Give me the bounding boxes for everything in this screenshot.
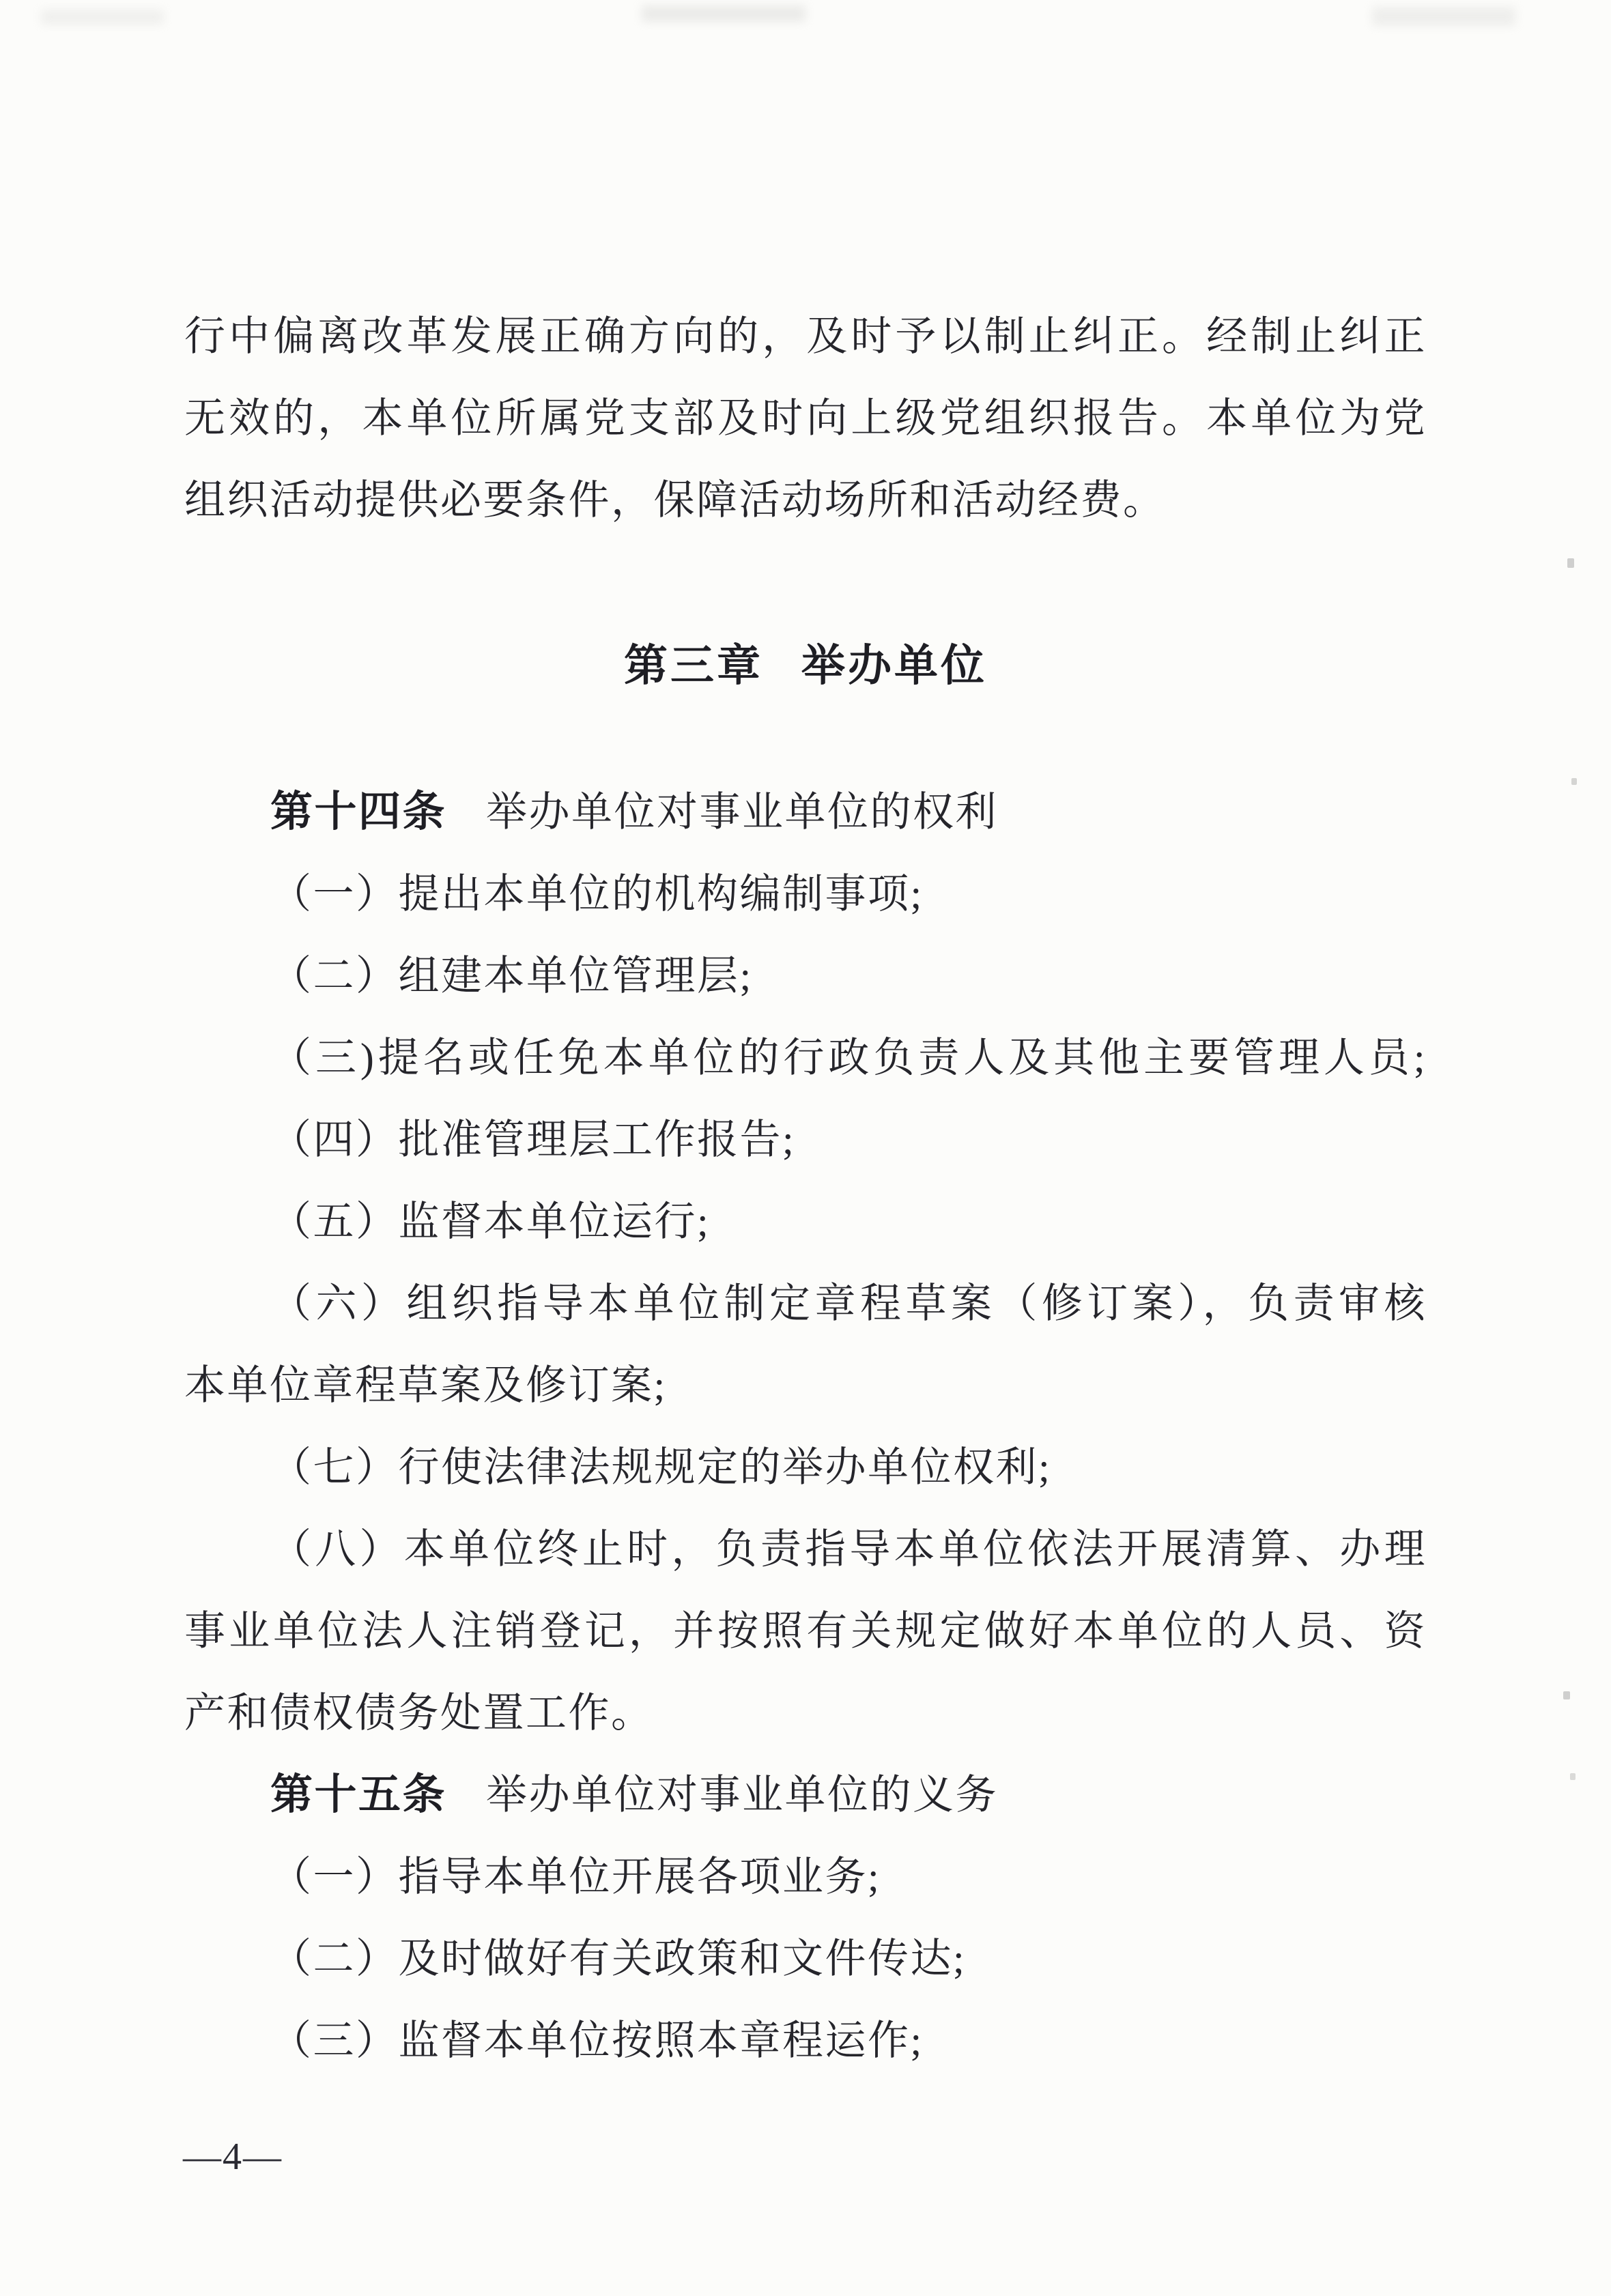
list-item-continuation: 产和债权债务处置工作。 bbox=[184, 1691, 654, 1736]
list-item: （三)提名或任免本单位的行政负责人及其他主要管理人员; bbox=[270, 1035, 1427, 1080]
chapter-title: 举办单位 bbox=[801, 641, 987, 690]
list-item: （三）监督本单位按照本章程运作; bbox=[270, 2018, 924, 2063]
document-body bbox=[184, 0, 1427, 2082]
article-15-heading bbox=[184, 1754, 1427, 1836]
paragraph-line: 行中偏离改革发展正确方向的，及时予以制止纠正。经制止纠正 bbox=[184, 314, 1427, 359]
list-item: （一）提出本单位的机构编制事项; bbox=[270, 872, 924, 917]
scan-speck bbox=[1570, 1773, 1576, 1780]
list-item: （一）指导本单位开展各项业务; bbox=[270, 1854, 881, 1899]
list-item: （二）组建本单位管理层; bbox=[270, 953, 753, 999]
article-14-heading bbox=[184, 771, 1427, 853]
page-number: —4— bbox=[183, 2136, 283, 2178]
scan-smudge bbox=[41, 10, 164, 25]
list-item: （六）组织指导本单位制定章程草案（修订案），负责审核 bbox=[270, 1281, 1427, 1326]
list-item: （八）本单位终止时，负责指导本单位依法开展清算、办理 bbox=[270, 1527, 1427, 1572]
chapter-number: 第三章 bbox=[624, 641, 763, 690]
paragraph-line: 无效的，本单位所属党支部及时向上级党组织报告。本单位为党 bbox=[184, 396, 1427, 441]
list-item-continuation: 本单位章程草案及修订案; bbox=[184, 1363, 667, 1408]
list-item-continuation: 事业单位法人注销登记，并按照有关规定做好本单位的人员、资 bbox=[184, 1609, 1427, 1654]
article-14-number: 第十四条 bbox=[270, 788, 447, 835]
list-item: （五）监督本单位运行; bbox=[270, 1199, 711, 1244]
list-item: （七）行使法律法规规定的举办单位权利; bbox=[270, 1445, 1052, 1490]
chapter-heading bbox=[184, 625, 1427, 706]
article-14-title: 举办单位对事业单位的权利 bbox=[486, 790, 999, 835]
scan-speck bbox=[1563, 1691, 1570, 1699]
paragraph-line: 组织活动提供必要条件，保障活动场所和活动经费。 bbox=[184, 478, 1166, 523]
list-item: （二）及时做好有关政策和文件传达; bbox=[270, 1936, 967, 1981]
list-item: （四）批准管理层工作报告; bbox=[270, 1117, 796, 1162]
scan-speck bbox=[1571, 778, 1577, 785]
article-15-title: 举办单位对事业单位的义务 bbox=[486, 1773, 999, 1818]
scan-speck bbox=[1567, 558, 1574, 568]
article-15-number: 第十五条 bbox=[270, 1771, 447, 1818]
